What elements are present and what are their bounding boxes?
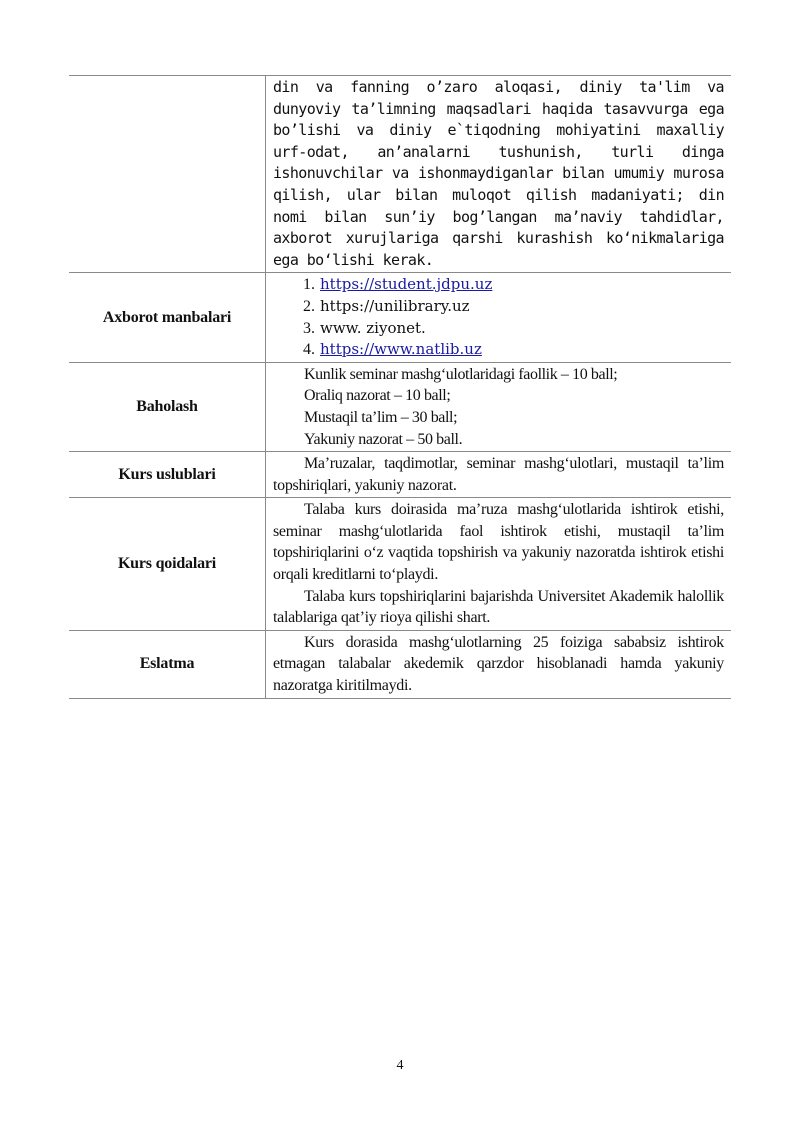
- grading-line: Oraliq nazorat – 10 ball;: [304, 387, 451, 405]
- source-text: https://unilibrary.uz: [320, 296, 470, 315]
- row-label-sources: Axborot manbalari: [69, 273, 266, 362]
- list-item: 2. https://unilibrary.uz: [303, 296, 470, 315]
- row-label-grading: Baholash: [69, 362, 266, 451]
- sources-cell: [266, 273, 732, 362]
- table-row-note: [69, 630, 731, 698]
- source-link[interactable]: https://www.natlib.uz: [320, 340, 482, 359]
- row-label-rules: Kurs qoidalari: [69, 498, 266, 631]
- table-row-intro: [69, 76, 731, 273]
- page-number: 4: [396, 1058, 404, 1073]
- grading-cell: [266, 362, 732, 451]
- grading-line: Kunlik seminar mashg‘ulotlaridagi faollik – 10 ball;: [304, 365, 618, 383]
- row-label-methods: Kurs uslublari: [69, 452, 266, 498]
- table-row-sources: [69, 273, 731, 362]
- methods-cell: [266, 452, 732, 498]
- grading-line: Mustaqil ta’lim – 30 ball;: [304, 408, 458, 426]
- table-row-methods: [69, 452, 731, 498]
- note-text: Kurs dorasida mashg‘ulotlarning 25 foiziga sababsiz ishtirok etmagan talabalar akedemik qarzdor hisoblanadi hamda yakuniy nazoratga kiritilmaydi.: [273, 633, 724, 695]
- list-item: 4. https://www.natlib.uz: [303, 340, 482, 359]
- sources-list: [273, 274, 724, 360]
- note-cell: [266, 630, 732, 698]
- rules-cell: [266, 498, 732, 631]
- table-row-grading: [69, 362, 731, 451]
- rules-paragraph: Talaba kurs topshiriqlarini bajarishda Universitet Akademik halollik talablariga qat’iy rioya qilishi shart.: [273, 587, 724, 627]
- source-text: www. ziyonet.: [320, 318, 426, 337]
- list-item: 3. www. ziyonet.: [303, 318, 426, 337]
- row-label-note: Eslatma: [69, 630, 266, 698]
- source-link[interactable]: https://student.jdpu.uz: [320, 275, 493, 294]
- list-item: 1. https://student.jdpu.uz: [303, 275, 493, 294]
- grading-line: Yakuniy nazorat – 50 ball.: [304, 430, 463, 448]
- row-label-empty: [69, 76, 266, 273]
- methods-text: Ma’ruzalar, taqdimotlar, seminar mashg‘ulotlari, mustaqil ta’lim topshiriqlari, yakuniy nazorat.: [273, 455, 724, 494]
- intro-cell: [266, 76, 732, 273]
- rules-paragraph: Talaba kurs doirasida ma’ruza mashg‘ulotlarida ishtirok etishi, seminar mashg‘ulotlarida faol ishtirok etishi, mustaqil ta’lim topshiriqlarini o‘z vaqtida topshirish va yakuniy nazoratda ishtirok etishi orqali kreditlarni to‘playdi.: [273, 501, 724, 584]
- intro-text: din va fanning o’zaro aloqasi, diniy ta'lim va dunyoviy ta’limning maqsadlari haqida tasavvurga ega bo’lishi va diniy e`tiqodning mohiyatini maxalliy urf-odat, an’analarni tushunish, turli dinga ishonuvchilar va ishonmaydiganlar bilan umumiy murosa qilish, ular bilan muloqot qilish madaniyati; din nomi bilan sun’iy bog’langan ma’naviy tahdidlar, axborot xurujlariga qarshi kurashish ko‘nikmalariga ega bo‘lishi kerak.: [273, 78, 724, 269]
- course-info-table: [69, 75, 731, 699]
- table-row-rules: [69, 498, 731, 631]
